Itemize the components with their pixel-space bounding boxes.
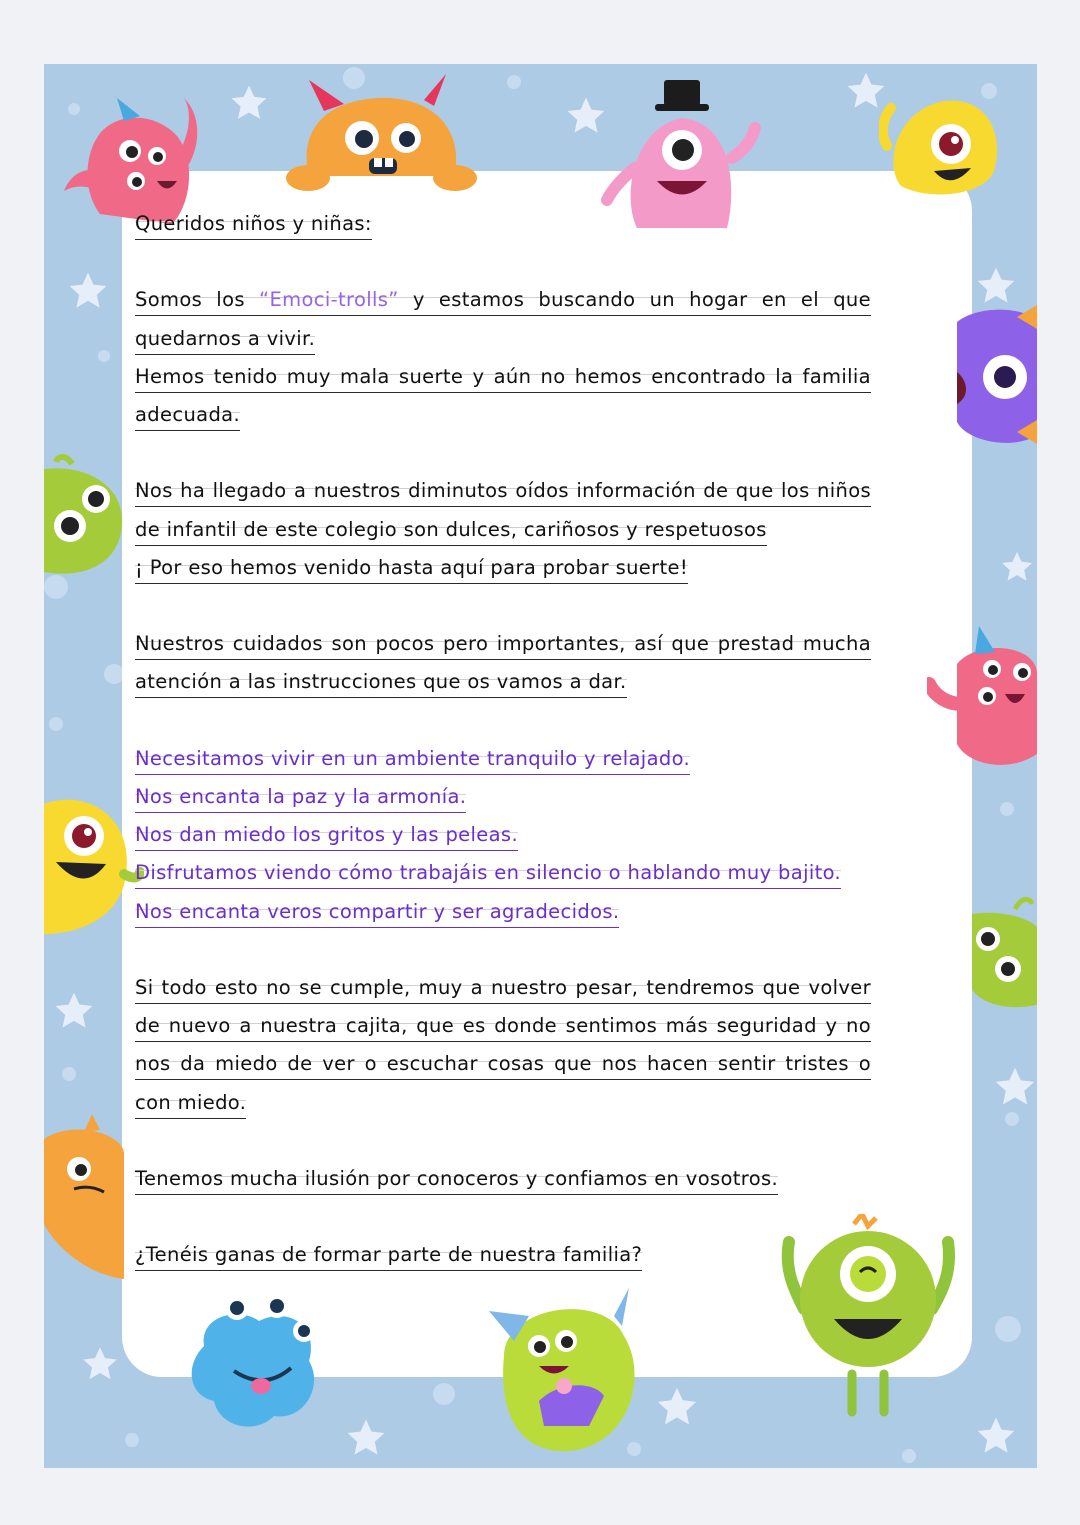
paragraph-intro: Somos los “Emoci-trolls” y estamos buscando un hogar en el que quedarnos a vivir. [135, 281, 871, 357]
greeting: Queridos niños y niñas: [135, 205, 871, 243]
paragraph-warning: Si todo esto no se cumple, muy a nuestro pesar, tendremos que volver de nuevo a nuestra cajita, que es donde sentimos más seguridad y no nos da miedo de ver o escuchar cosas que nos hacen sentir tristes o con miedo. [135, 969, 871, 1122]
paragraph-care: Nuestros cuidados son pocos pero importantes, así que prestad mucha atención a las instrucciones que os vamos a dar. [135, 625, 871, 701]
rule-item: Nos dan miedo los gritos y las peleas. [135, 816, 871, 854]
yellow-monster-left-icon [44, 784, 144, 949]
purple-monster-icon [947, 292, 1037, 472]
paragraph-try-luck: ¡ Por eso hemos venido hasta aquí para probar suerte! [135, 549, 871, 587]
green-monster-left-icon [44, 454, 124, 584]
paragraph-hope: Tenemos mucha ilusión por conoceros y confiamos en vosotros. [135, 1160, 871, 1198]
rule-item: Nos encanta veros compartir y ser agradecidos. [135, 893, 871, 931]
pink-monster-right-icon [927, 624, 1037, 774]
paragraph-luck: Hemos tenido muy mala suerte y aún no hemos encontrado la familia adecuada. [135, 358, 871, 434]
paragraph-question: ¿Tenéis ganas de formar parte de nuestra familia? [135, 1236, 871, 1274]
paragraph-news: Nos ha llegado a nuestros diminutos oídos información de que los niños de infantil de este colegio son dulces, cariñosos y respetuosos [135, 472, 871, 548]
orange-monster-left-icon [44, 1114, 124, 1284]
orange-monster-icon [284, 66, 479, 191]
rules-list [135, 740, 871, 931]
rule-item: Disfrutamos viendo cómo trabajáis en silencio o hablando muy bajito. [135, 854, 871, 892]
yellow-monster-icon [879, 86, 1009, 206]
green-monster-right-icon [970, 894, 1037, 1014]
emoci-trolls-name: “Emoci-trolls” [259, 288, 399, 312]
rule-item: Necesitamos vivir en un ambiente tranquilo y relajado. [135, 740, 871, 778]
letter-body [135, 205, 871, 1313]
rule-item: Nos encanta la paz y la armonía. [135, 778, 871, 816]
